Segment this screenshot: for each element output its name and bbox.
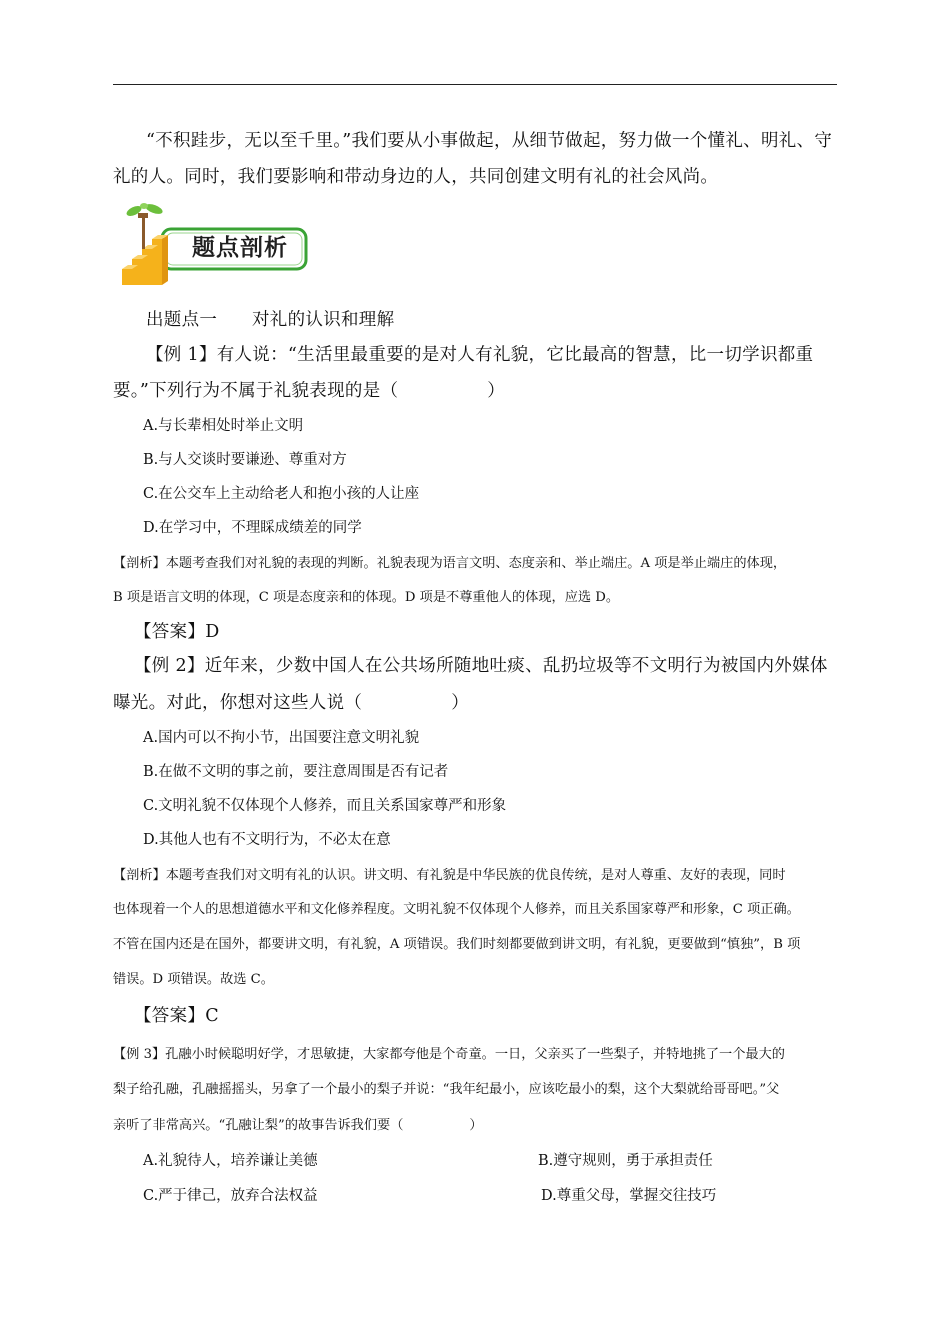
- example1-option-d: D.在学习中，不理睬成绩差的同学: [143, 520, 362, 536]
- example1-analysis-line-2: B 项是语言文明的体现，C 项是态度亲和的体现。D 项是不尊重他人的体现，应选 D。: [113, 590, 620, 605]
- section-badge-title: 题点剖析: [192, 235, 288, 261]
- intro-line-2: 礼的人。同时，我们要影响和带动身边的人，共同创建文明有礼的社会风尚。: [113, 167, 719, 187]
- intro-line-1: “不积跬步，无以至千里。”我们要从小事做起，从细节做起，努力做一个懂礼、明礼、守: [146, 131, 833, 151]
- example1-option-c: C.在公交车上主动给老人和抱小孩的人让座: [143, 486, 420, 502]
- example1-question-line-2: 要。”下列行为不属于礼貌表现的是（ ）: [113, 381, 506, 401]
- topic-label: 出题点一: [146, 310, 218, 330]
- example1-option-b: B.与人交谈时要谦逊、尊重对方: [143, 452, 347, 468]
- example2-option-a: A.国内可以不拘小节，出国要注意文明礼貌: [143, 730, 420, 746]
- example2-analysis-line-1: 【剖析】本题考查我们对文明有礼的认识。讲文明、有礼貌是中华民族的优良传统，是对人尊重、友好的表现，同时: [113, 868, 786, 883]
- example1-question-line-1: 【例 1】有人说：“生活里最重要的是对人有礼貌，它比最高的智慧，比一切学识都重: [146, 345, 814, 365]
- example2-question-line-2: 曝光。对此，你想对这些人说（ ）: [113, 693, 469, 713]
- example3-option-b: B.遵守规则，勇于承担责任: [538, 1153, 713, 1169]
- example2-analysis-line-4: 错误。D 项错误。故选 C。: [113, 972, 274, 987]
- topic-title: 对礼的认识和理解: [252, 310, 395, 330]
- example1-analysis-line-1: 【剖析】本题考查我们对礼貌的表现的判断。礼貌表现为语言文明、态度亲和、举止端庄。A 项是举止端庄的体现，: [113, 556, 787, 571]
- example3-question-line-2: 梨子给孔融，孔融摇摇头，另拿了一个最小的梨子并说：“我年纪最小，应该吃最小的梨，这个大梨就给哥哥吧。”父: [113, 1082, 780, 1097]
- example3-question-line-1: 【例 3】孔融小时候聪明好学，才思敏捷，大家都夸他是个奇童。一日，父亲买了一些梨子，并特地挑了一个最大的: [113, 1047, 785, 1062]
- example2-option-b: B.在做不文明的事之前，要注意周围是否有记者: [143, 764, 449, 780]
- example1-answer: 【答案】D: [134, 622, 220, 642]
- example2-option-d: D.其他人也有不文明行为，不必太在意: [143, 832, 391, 848]
- section-badge: [118, 203, 310, 289]
- example3-question-line-3: 亲听了非常高兴。“孔融让梨”的故事告诉我们要（ ）: [113, 1118, 483, 1133]
- example2-analysis-line-2: 也体现着一个人的思想道德水平和文化修养程度。文明礼貌不仅体现个人修养，而且关系国家尊严和形象，C 项正确。: [113, 902, 800, 917]
- example2-analysis-line-3: 不管在国内还是在国外，都要讲文明，有礼貌，A 项错误。我们时刻都要做到讲文明，有礼貌，更要做到“慎独”，B 项: [113, 937, 801, 952]
- example2-option-c: C.文明礼貌不仅体现个人修养，而且关系国家尊严和形象: [143, 798, 507, 814]
- example3-option-c: C.严于律己，放弃合法权益: [143, 1188, 318, 1204]
- example3-option-d: D.尊重父母，掌握交往技巧: [541, 1188, 717, 1204]
- example2-question-line-1: 【例 2】近年来，少数中国人在公共场所随地吐痰、乱扔垃圾等不文明行为被国内外媒体: [134, 656, 828, 676]
- example2-answer: 【答案】C: [134, 1006, 219, 1026]
- example3-option-a: A.礼貌待人，培养谦让美德: [143, 1153, 318, 1169]
- header-rule: [113, 84, 837, 85]
- example1-option-a: A.与长辈相处时举止文明: [143, 418, 304, 434]
